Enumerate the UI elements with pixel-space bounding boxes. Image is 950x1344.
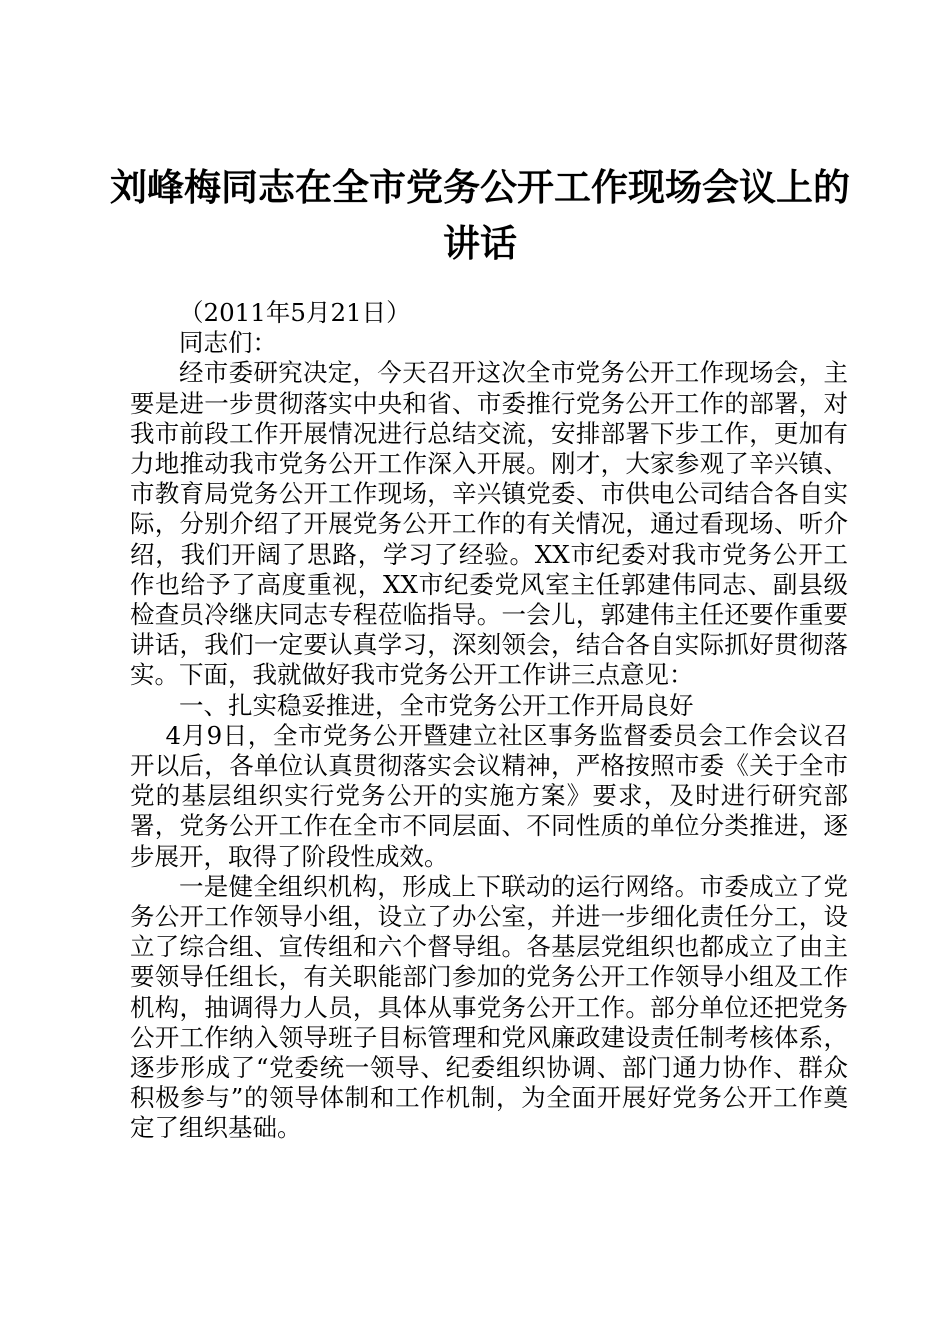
paragraph-meeting: 4月9日，全市党务公开暨建立社区事务监督委员会工作会议召开以后，各单位认真贯彻落实会议精神，严格按照市委《关于全市党的基层组织实行党务公开的实施方案》要求，及时进行研究部署，党务公开工作在全市不同层面、不同性质的单位分类推进，逐步展开，取得了阶段性成效。 <box>130 720 848 871</box>
document-title-line2: 讲话 <box>443 221 517 265</box>
document-title-line1: 刘峰梅同志在全市党务公开工作现场会议上的 <box>110 165 850 209</box>
section-heading-1: 一、扎实稳妥推进，全市党务公开工作开局良好 <box>179 690 694 720</box>
document-date: （2011年5月21日） <box>179 298 411 327</box>
paragraph-organization: 一是健全组织机构，形成上下联动的运行网络。市委成立了党务公开工作领导小组，设立了办公室，并进一步细化责任分工，设立了综合组、宣传组和六个督导组。各基层党组织也都成立了由主要领导任组长，有关职能部门参加的党务公开工作领导小组及工作机构，抽调得力人员，具体从事党务公开工作。部分单位还把党务公开工作纳入领导班子目标管理和党风廉政建设责任制考核体系，逐步形成了“党委统一领导、纪委组织协调、部门通力协作、群众积极参与”的领导体制和工作机制，为全面开展好党务公开工作奠定了组织基础。 <box>130 871 848 1143</box>
paragraph-intro: 经市委研究决定，今天召开这次全市党务公开工作现场会，主要是进一步贯彻落实中央和省、市委推行党务公开工作的部署，对我市前段工作开展情况进行总结交流，安排部署下步工作，更加有力地推动我市党务公开工作深入开展。刚才，大家参观了辛兴镇、市教育局党务公开工作现场，辛兴镇党委、市供电公司结合各自实际，分别介绍了开展党务公开工作的有关情况，通过看现场、听介绍，我们开阔了思路，学习了经验。XX市纪委对我市党务公开工作也给予了高度重视，XX市纪委党风室主任郭建伟同志、副县级检查员冷继庆同志专程莅临指导。一会儿，郭建伟主任还要作重要讲话，我们一定要认真学习，深刻领会，结合各自实际抓好贯彻落实。下面，我就做好我市党务公开工作讲三点意见： <box>130 358 848 690</box>
document-body <box>130 298 848 1144</box>
salutation: 同志们： <box>179 328 277 358</box>
